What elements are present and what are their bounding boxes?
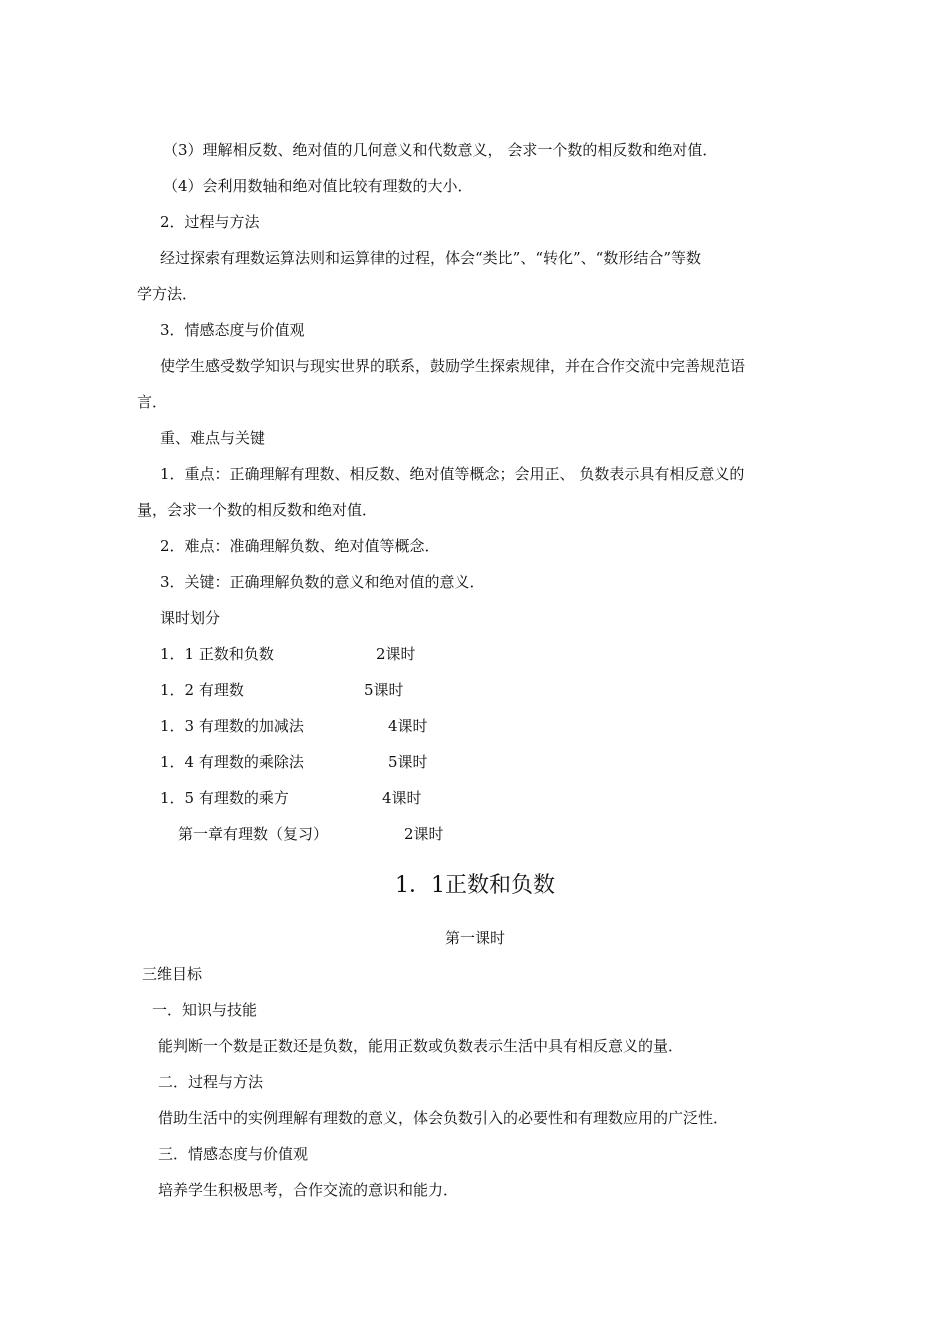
section-subtitle: 第一课时 xyxy=(444,929,505,947)
schedule-row xyxy=(178,824,444,844)
schedule-row-hours: 5课时 xyxy=(364,681,404,699)
schedule-row xyxy=(160,644,416,664)
three-dim-heading: 三维目标 xyxy=(142,965,203,983)
schedule-row-hours: 4课时 xyxy=(382,789,422,807)
schedule-row-name: 第一章有理数（复习） xyxy=(178,825,329,843)
schedule-row xyxy=(160,716,428,736)
emotion-values-heading: 3．情感态度与价值观 xyxy=(160,321,305,339)
schedule-row-hours: 2课时 xyxy=(376,645,416,663)
schedule-row-hours: 4课时 xyxy=(388,717,428,735)
knowledge-text: 能判断一个数是正数还是负数，能用正数或负数表示生活中具有相反意义的量． xyxy=(158,1037,684,1055)
emotion-values-text-2: 言． xyxy=(137,393,168,411)
knowledge-heading: 一．知识与技能 xyxy=(152,1001,258,1019)
objective-item-4: （4）会利用数轴和绝对值比较有理数的大小． xyxy=(163,177,473,195)
process-method-heading: 2．过程与方法 xyxy=(160,213,260,231)
objective-item-3: （3）理解相反数、绝对值的几何意义和代数意义， 会求一个数的相反数和绝对值． xyxy=(163,141,718,159)
process-heading: 二．过程与方法 xyxy=(158,1073,264,1091)
process-method-text-2: 学方法． xyxy=(137,285,198,303)
emotion-text: 培养学生积极思考，合作交流的意识和能力． xyxy=(158,1181,459,1199)
schedule-row-name: 1．3 有理数的加减法 xyxy=(160,717,304,735)
process-method-text-1: 经过探索有理数运算法则和运算律的过程，体会“类比”、“转化”、“数形结合”等数 xyxy=(160,249,702,267)
difficulty-text: 2．难点：准确理解负数、绝对值等概念． xyxy=(160,537,440,555)
schedule-row-name: 1．2 有理数 xyxy=(160,681,244,699)
emotion-values-text-1: 使学生感受数学知识与现实世界的联系，鼓励学生探索规律，并在合作交流中完善规范语 xyxy=(160,357,746,375)
schedule-heading: 课时划分 xyxy=(160,609,221,627)
schedule-row xyxy=(160,788,422,808)
emotion-heading: 三．情感态度与价值观 xyxy=(158,1145,309,1163)
key-text: 3．关键：正确理解负数的意义和绝对值的意义． xyxy=(160,573,485,591)
schedule-row-name: 1．5 有理数的乘方 xyxy=(160,789,289,807)
schedule-row-name: 1．4 有理数的乘除法 xyxy=(160,753,304,771)
focus-text-2: 量，会求一个数的相反数和绝对值． xyxy=(137,501,378,519)
focus-text-1: 1．重点：正确理解有理数、相反数、绝对值等概念；会用正、 负数表示具有相反意义的 xyxy=(160,465,745,483)
process-text: 借助生活中的实例理解有理数的意义，体会负数引入的必要性和有理数应用的广泛性． xyxy=(158,1109,729,1127)
schedule-row-hours: 2课时 xyxy=(404,825,444,843)
schedule-row xyxy=(160,680,404,700)
schedule-row-hours: 5课时 xyxy=(388,753,428,771)
schedule-row-name: 1．1 正数和负数 xyxy=(160,645,274,663)
schedule-row xyxy=(160,752,428,772)
section-title: 1．1正数和负数 xyxy=(395,873,555,898)
key-points-heading: 重、难点与关键 xyxy=(160,429,266,447)
